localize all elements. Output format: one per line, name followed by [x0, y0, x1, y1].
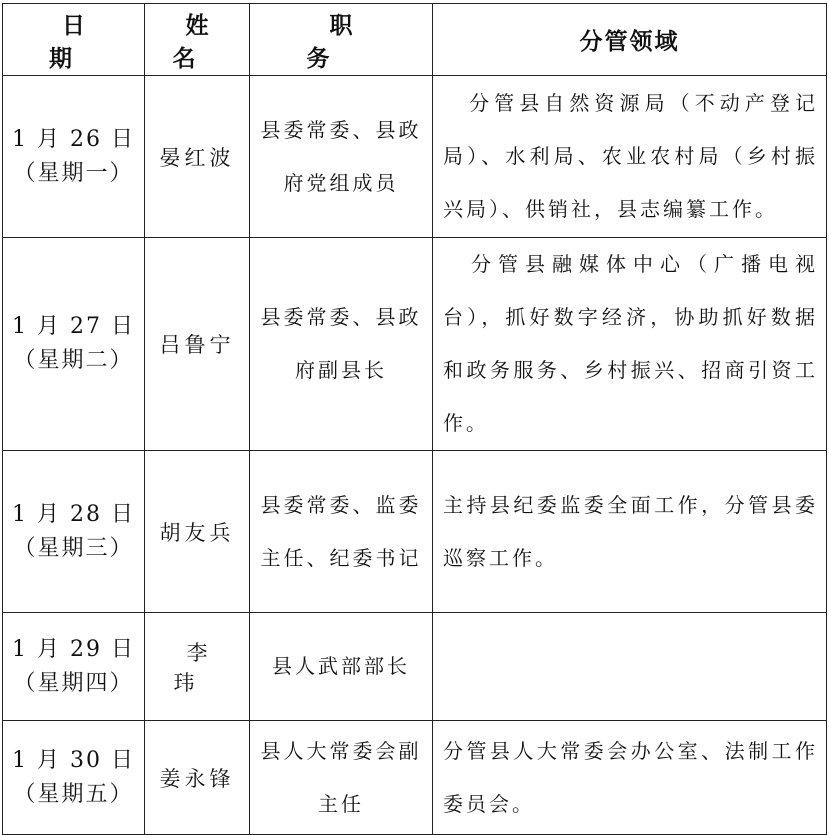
post-cell: 县人武部部长: [250, 613, 433, 721]
header-post: 职 务: [250, 4, 433, 76]
name-cell: 晏红波: [145, 76, 250, 238]
area-text: 分管县融媒体中心（广播电视台），抓好数字经济，协助抓好数据和政务服务、乡村振兴、招商引资工作。: [443, 252, 818, 435]
name-cell: 胡友兵: [145, 451, 250, 613]
date-cell: [3, 451, 145, 613]
date-text: 1 月 28 日: [12, 501, 135, 527]
name-cell: 姜永锋: [145, 721, 250, 835]
weekday-text: （星期一）: [13, 160, 134, 186]
table-header-row: [3, 4, 827, 76]
date-cell: [3, 721, 145, 835]
weekday-text: （星期五）: [13, 781, 134, 807]
date-cell: [3, 76, 145, 238]
name-cell: 李 玮: [145, 613, 250, 721]
date-cell: [3, 238, 145, 451]
post-cell: 县委常委、县政府党组成员: [250, 76, 433, 238]
area-cell: [433, 613, 827, 721]
name-cell: 吕鲁宁: [145, 238, 250, 451]
date-text: 1 月 29 日: [12, 636, 135, 662]
table-row: [3, 238, 827, 451]
table-row: [3, 451, 827, 613]
area-cell: [433, 238, 827, 451]
area-cell: 分管县人大常委会办公室、法制工作委员会。: [433, 721, 827, 835]
header-name: 姓 名: [145, 4, 250, 76]
date-text: 1 月 27 日: [12, 314, 135, 339]
post-cell: 县委常委、监委主任、纪委书记: [250, 451, 433, 613]
weekday-text: （星期三）: [13, 535, 134, 561]
date-text: 1 月 26 日: [12, 126, 135, 152]
area-text: 分管县自然资源局（不动产登记局）、水利局、农业农村局（乡村振兴局）、供销社，县志编纂工作。: [443, 91, 818, 221]
table-row: [3, 721, 827, 835]
duty-schedule-table: [2, 3, 827, 835]
weekday-text: （星期四）: [13, 670, 134, 696]
weekday-text: （星期二）: [13, 348, 134, 373]
header-area: 分管领域: [433, 4, 827, 76]
table-row: [3, 613, 827, 721]
area-cell: 主持县纪委监委全面工作，分管县委巡察工作。: [433, 451, 827, 613]
post-cell: 县委常委、县政府副县长: [250, 238, 433, 451]
date-text: 1 月 30 日: [12, 747, 135, 773]
post-cell: 县人大常委会副主任: [250, 721, 433, 835]
date-cell: [3, 613, 145, 721]
table-row: [3, 76, 827, 238]
area-cell: [433, 76, 827, 238]
header-date: 日 期: [3, 4, 145, 76]
